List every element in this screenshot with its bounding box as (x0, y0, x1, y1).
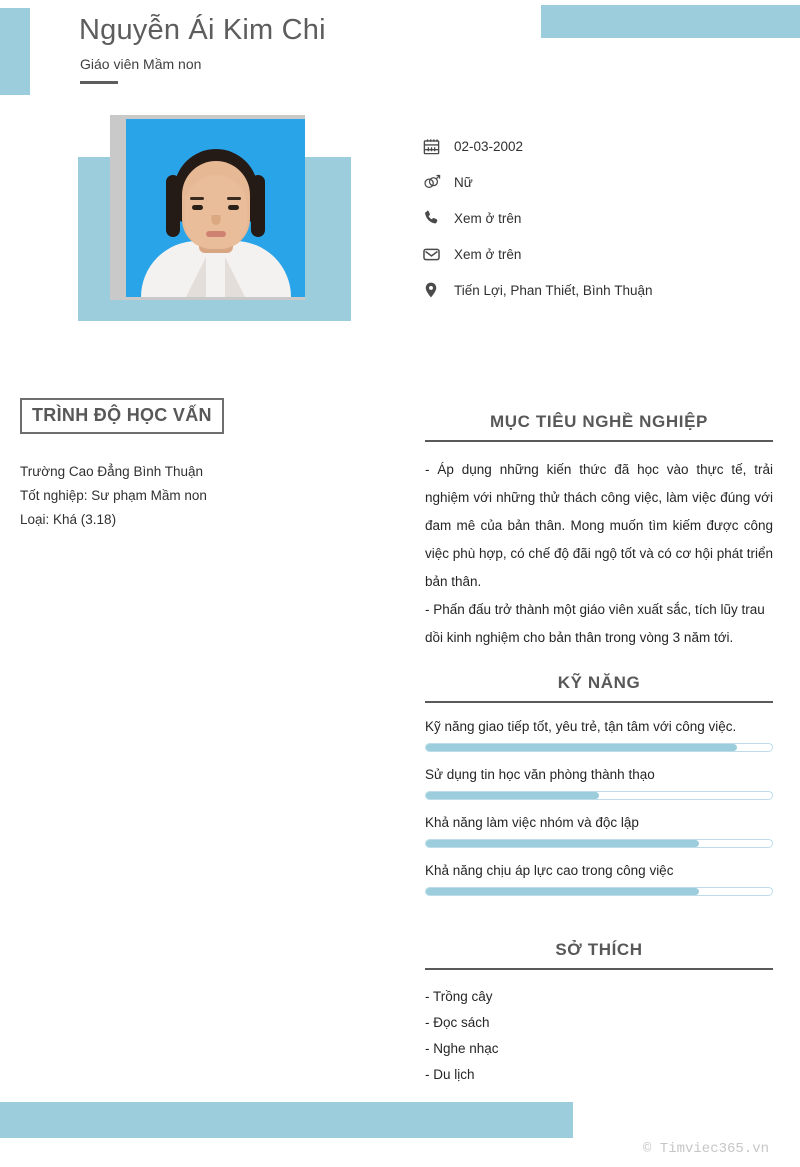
photo-face (185, 175, 247, 249)
skill-label: Kỹ năng giao tiếp tốt, yêu trẻ, tận tâm với công việc. (425, 719, 737, 734)
photo-mouth (206, 231, 226, 237)
hobby-item: - Đọc sách (425, 1015, 490, 1030)
photo-eyebrow-left (190, 197, 204, 200)
contact-row-address (422, 272, 782, 308)
education-section-title: TRÌNH ĐỘ HỌC VẤN (20, 398, 224, 434)
skill-progress-fill (426, 840, 699, 847)
education-line: Trường Cao Đẳng Bình Thuận (20, 464, 203, 479)
job-title-underline (80, 81, 118, 84)
skill-progress-fill (426, 888, 699, 895)
contact-value-gender: Nữ (454, 174, 473, 190)
skill-item (425, 767, 773, 800)
contact-info-list (422, 128, 782, 308)
skill-progress-track (425, 743, 773, 752)
education-line: Loại: Khá (3.18) (20, 512, 117, 527)
skill-progress-fill (426, 792, 599, 799)
location-icon (422, 281, 454, 299)
photo-collar-right (225, 257, 245, 297)
skill-item (425, 719, 773, 752)
photo-frame (110, 115, 305, 300)
skills-section (425, 673, 773, 911)
skill-label: Khả năng chịu áp lực cao trong công việc (425, 863, 674, 878)
gender-icon (422, 173, 454, 192)
skill-label: Sử dụng tin học văn phòng thành thạo (425, 767, 655, 782)
objective-paragraph: - Phấn đấu trở thành một giáo viên xuất sắc, tích lũy trau dồi kinh nghiệm cho bản thân trong vòng 3 năm tới. (425, 602, 765, 645)
decor-left-accent-bar (0, 8, 30, 95)
skills-section-title: KỸ NĂNG (557, 673, 641, 692)
objective-paragraph: - Áp dụng những kiến thức đã học vào thực tế, trải nghiệm với những thử thách công việc, làm việc đúng với đam mê của bản thân. Mong muốn tìm kiếm được công việc phù hợp, có chế độ đãi ngộ tốt và có cơ hội phát triển bản thân. (425, 462, 773, 589)
contact-value-email: Xem ở trên (454, 246, 522, 262)
contact-value-birthdate: 02-03-2002 (454, 138, 524, 154)
photo-collar-left (186, 257, 206, 297)
skill-progress-track (425, 839, 773, 848)
objective-body (425, 442, 773, 652)
contact-row-phone (422, 200, 782, 236)
objective-section (425, 412, 773, 652)
photo-nose (211, 215, 220, 225)
skill-item (425, 863, 773, 896)
phone-icon (422, 209, 454, 227)
contact-value-address: Tiến Lợi, Phan Thiết, Bình Thuận (454, 282, 653, 298)
skill-item (425, 815, 773, 848)
email-icon (422, 245, 454, 264)
candidate-name: Nguyễn Ái Kim Chi (79, 14, 326, 46)
skill-progress-track (425, 887, 773, 896)
site-watermark: © Timviec365.vn (643, 1141, 770, 1157)
contact-row-birthdate (422, 128, 782, 164)
education-line: Tốt nghiệp: Sư phạm Mầm non (20, 488, 207, 503)
photo-eye-right (228, 205, 239, 210)
skill-progress-track (425, 791, 773, 800)
hobbies-list (425, 970, 773, 1088)
candidate-photo (126, 119, 305, 297)
hobbies-section-title: SỞ THÍCH (555, 940, 643, 959)
photo-eye-left (192, 205, 203, 210)
objective-section-title: MỤC TIÊU NGHỀ NGHIỆP (490, 412, 708, 431)
contact-row-email (422, 236, 782, 272)
education-details (20, 460, 350, 532)
skill-progress-fill (426, 744, 737, 751)
decor-footer-accent-bar (0, 1102, 573, 1138)
photo-eyebrow-right (227, 197, 241, 200)
hobby-item: - Du lịch (425, 1067, 475, 1082)
calendar-icon (422, 137, 454, 156)
contact-value-phone: Xem ở trên (454, 210, 522, 226)
candidate-job-title: Giáo viên Mầm non (80, 56, 202, 72)
skill-label: Khả năng làm việc nhóm và độc lập (425, 815, 639, 830)
decor-top-right-accent-bar (541, 5, 800, 38)
hobby-item: - Trồng cây (425, 989, 493, 1004)
skills-list (425, 703, 773, 896)
contact-row-gender (422, 164, 782, 200)
hobbies-section (425, 940, 773, 1088)
hobby-item: - Nghe nhạc (425, 1041, 499, 1056)
